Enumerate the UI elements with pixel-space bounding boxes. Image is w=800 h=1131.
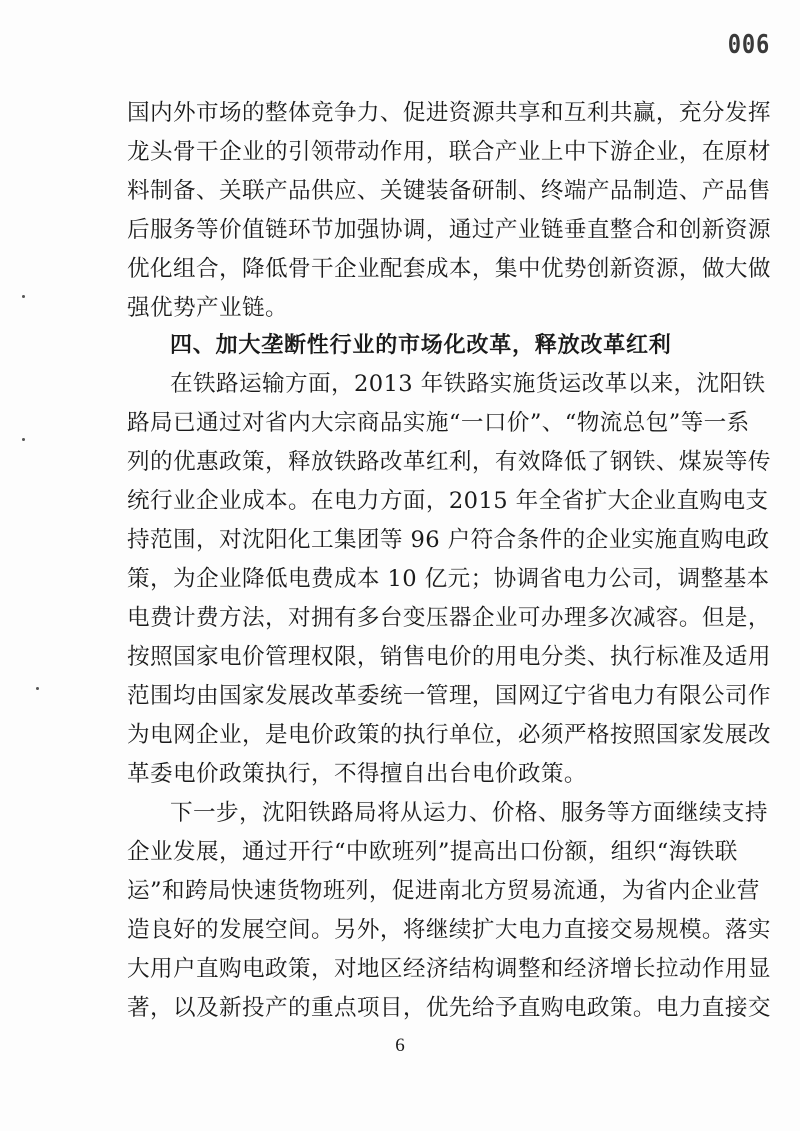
paragraph-line: 运”和跨局快速货物班列，促进南北方贸易流通，为省内企业营 bbox=[127, 878, 760, 904]
scan-speck bbox=[22, 295, 25, 298]
paragraph-line: 范围均由国家发展改革委统一管理，国网辽宁省电力有限公司作 bbox=[127, 683, 771, 709]
paragraph-line: 龙头骨干企业的引领带动作用，联合产业上中下游企业，在原材 bbox=[127, 139, 771, 165]
paragraph-line: 下一步，沈阳铁路局将从运力、价格、服务等方面继续支持 bbox=[170, 800, 768, 826]
paragraph-line: 国内外市场的整体竞争力、促进资源共享和互利共赢，充分发挥 bbox=[127, 100, 771, 126]
paragraph-line: 按照国家电价管理权限，销售电价的用电分类、执行标准及适用 bbox=[127, 644, 771, 670]
paragraph-line: 著，以及新投产的重点项目，优先给予直购电政策。电力直接交 bbox=[127, 995, 771, 1021]
page-stamp: 006 bbox=[727, 30, 771, 60]
paragraph-line: 在铁路运输方面，2013 年铁路实施货运改革以来，沈阳铁 bbox=[170, 371, 766, 397]
paragraph-line: 强优势产业链。 bbox=[127, 295, 288, 321]
paragraph-line: 料制备、关联产品供应、关键装备研制、终端产品制造、产品售 bbox=[127, 178, 771, 204]
paragraph-line: 路局已通过对省内大宗商品实施“一口价”、“物流总包”等一系 bbox=[127, 410, 750, 436]
page-number: 6 bbox=[395, 1035, 405, 1056]
paragraph-line: 企业发展，通过开行“中欧班列”提高出口份额，组织“海铁联 bbox=[127, 839, 738, 865]
paragraph-line: 统行业企业成本。在电力方面，2015 年全省扩大企业直购电支 bbox=[127, 488, 769, 514]
paragraph-line: 造良好的发展空间。另外，将继续扩大电力直接交易规模。落实 bbox=[127, 917, 771, 943]
paragraph-line: 优化组合，降低骨干企业配套成本，集中优势创新资源，做大做 bbox=[127, 256, 771, 282]
paragraph-line: 策，为企业降低电费成本 10 亿元；协调省电力公司，调整基本 bbox=[127, 566, 770, 592]
paragraph-line: 列的优惠政策，释放铁路改革红利，有效降低了钢铁、煤炭等传 bbox=[127, 449, 771, 475]
paragraph-line: 革委电价政策执行，不得擅自出台电价政策。 bbox=[127, 761, 587, 787]
scan-speck bbox=[22, 438, 25, 441]
paragraph-line: 后服务等价值链环节加强协调，通过产业链垂直整合和创新资源 bbox=[127, 217, 771, 243]
section-heading: 四、加大垄断性行业的市场化改革，释放改革红利 bbox=[170, 333, 672, 358]
paragraph-line: 为电网企业，是电价政策的执行单位，必须严格按照国家发展改 bbox=[127, 722, 771, 748]
scan-speck bbox=[36, 687, 39, 690]
paragraph-line: 持范围，对沈阳化工集团等 96 户符合条件的企业实施直购电政 bbox=[127, 527, 770, 553]
paragraph-line: 大用户直购电政策，对地区经济结构调整和经济增长拉动作用显 bbox=[127, 956, 771, 982]
paragraph-line: 电费计费方法，对拥有多台变压器企业可办理多次减容。但是， bbox=[127, 605, 771, 631]
